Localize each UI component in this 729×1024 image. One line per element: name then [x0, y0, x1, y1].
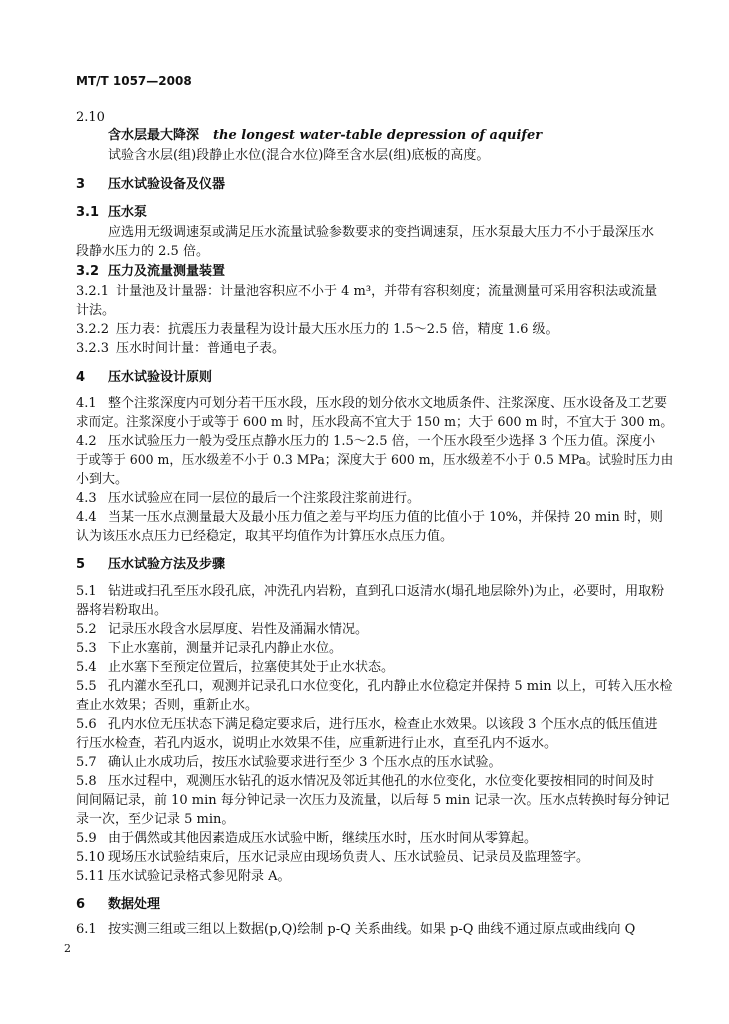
- para-5-6-line1: 5.6 孔内水位无压状态下满足稳定要求后，进行压水，检查止水效果。以该段 3 个压水点的低压值进: [76, 717, 658, 732]
- term-2-10: [108, 128, 542, 143]
- heading-3-1: 3.1 压水泵: [76, 205, 148, 220]
- para-5-3: 5.3 下止水塞前，测量并记录孔内静止水位。: [76, 641, 343, 656]
- para-5-7: 5.7 确认止水成功后，按压水试验要求进行至少 3 个压水点的压水试验。: [76, 755, 502, 770]
- para-3-2-2: 3.2.2 压力表：抗震压力表量程为设计最大压水压力的 1.5～2.5 倍，精度 1.6 级。: [76, 322, 559, 337]
- para-4-2-line3: 小到大。: [76, 472, 129, 487]
- para-5-9: 5.9 由于偶然或其他因素造成压水试验中断，继续压水时，压水时间从零算起。: [76, 831, 538, 846]
- heading-5: 5 压水试验方法及步骤: [76, 557, 226, 572]
- heading-3: 3 压水试验设备及仪器: [76, 177, 226, 192]
- para-3-1-line1: 应选用无级调速泵或满足压水流量试验参数要求的变挡调速泵，压水泵最大压力不小于最深压水: [108, 225, 655, 240]
- heading-4: 4 压水试验设计原则: [76, 370, 213, 385]
- para-5-8-line3: 录一次，至少记录 5 min。: [76, 812, 235, 827]
- para-5-8-line2: 间间隔记录，前 10 min 每分钟记录一次压力及流量，以后每 5 min 记录一次。压水点转换时每分钟记: [76, 793, 670, 808]
- para-3-2-1-line1: 3.2.1 计量池及计量器：计量池容积应不小于 4 m³，并带有容积刻度；流量测量可采用容积法或流量: [76, 284, 658, 299]
- para-3-1-line2: 段静水压力的 2.5 倍。: [76, 244, 209, 259]
- para-5-4: 5.4 止水塞下至预定位置后，拉塞使其处于止水状态。: [76, 660, 395, 675]
- para-5-5-line1: 5.5 孔内灌水至孔口，观测并记录孔口水位变化，孔内静止水位稳定并保持 5 min 以上，可转入压水检: [76, 679, 673, 694]
- para-4-1-line2: 求而定。注浆深度小于或等于 600 m 时，压水段高不宜大于 150 m；大于 600 m 时，不宜大于 300 m。: [76, 415, 673, 430]
- heading-6: 6 数据处理: [76, 897, 161, 912]
- para-5-1-line1: 5.1 钻进或扫孔至压水段孔底，冲洗孔内岩粉，直到孔口返清水(塌孔地层除外)为止，必要时，用取粉: [76, 584, 665, 599]
- para-4-4-line2: 认为该压水点压力已经稳定，取其平均值作为计算压水点压力值。: [76, 529, 454, 544]
- para-5-8-line1: 5.8 压水过程中，观测压水钻孔的返水情况及邻近其他孔的水位变化，水位变化要按相同的时间及时: [76, 774, 655, 789]
- para-4-2-line2: 于或等于 600 m，压水级差不小于 0.3 MPa；深度大于 600 m，压水级差不小于 0.5 MPa。试验时压力由: [76, 453, 674, 468]
- para-3-2-1-line2: 计法。: [76, 303, 116, 318]
- standard-header: MT/T 1057—2008: [76, 74, 192, 88]
- term-cn: 含水层最大降深: [108, 128, 200, 143]
- para-6-1: 6.1 按实测三组或三组以上数据(p,Q)绘制 p-Q 关系曲线。如果 p-Q 曲线不通过原点或曲线向 Q: [76, 922, 636, 937]
- page-number: 2: [64, 942, 71, 955]
- para-4-2-line1: 4.2 压水试验压力一般为受压点静水压力的 1.5～2.5 倍，一个压水段至少选择 3 个压力值。深度小: [76, 434, 656, 449]
- section-number-2-10: 2.10: [76, 110, 105, 125]
- term-en: the longest water-table depression of aquifer: [213, 128, 543, 143]
- para-5-6-line2: 行压水检查，若孔内返水，说明止水效果不佳，应重新进行止水，直至孔内不返水。: [76, 736, 558, 751]
- para-5-11: 5.11 压水试验记录格式参见附录 A。: [76, 869, 291, 884]
- para-4-3: 4.3 压水试验应在同一层位的最后一个注浆段注浆前进行。: [76, 491, 421, 506]
- heading-3-2: 3.2 压力及流量测量装置: [76, 264, 226, 279]
- para-5-2: 5.2 记录压水段含水层厚度、岩性及涌漏水情况。: [76, 622, 369, 637]
- para-5-10: 5.10 现场压水试验结束后，压水记录应由现场负责人、压水试验员、记录员及监理签字。: [76, 850, 590, 865]
- para-3-2-3: 3.2.3 压水时间计量：普通电子表。: [76, 341, 286, 356]
- para-4-4-line1: 4.4 当某一压水点测量最大及最小压力值之差与平均压力值的比值小于 10%，并保持 20 min 时，则: [76, 510, 663, 525]
- para-5-1-line2: 器将岩粉取出。: [76, 603, 168, 618]
- para-5-5-line2: 查止水效果；否则，重新止水。: [76, 698, 259, 713]
- para-4-1-line1: 4.1 整个注浆深度内可划分若干压水段，压水段的划分依水文地质条件、注浆深度、压水设备及工艺要: [76, 396, 668, 411]
- definition-2-10: 试验含水层(组)段静止水位(混合水位)降至含水层(组)底板的高度。: [108, 148, 490, 163]
